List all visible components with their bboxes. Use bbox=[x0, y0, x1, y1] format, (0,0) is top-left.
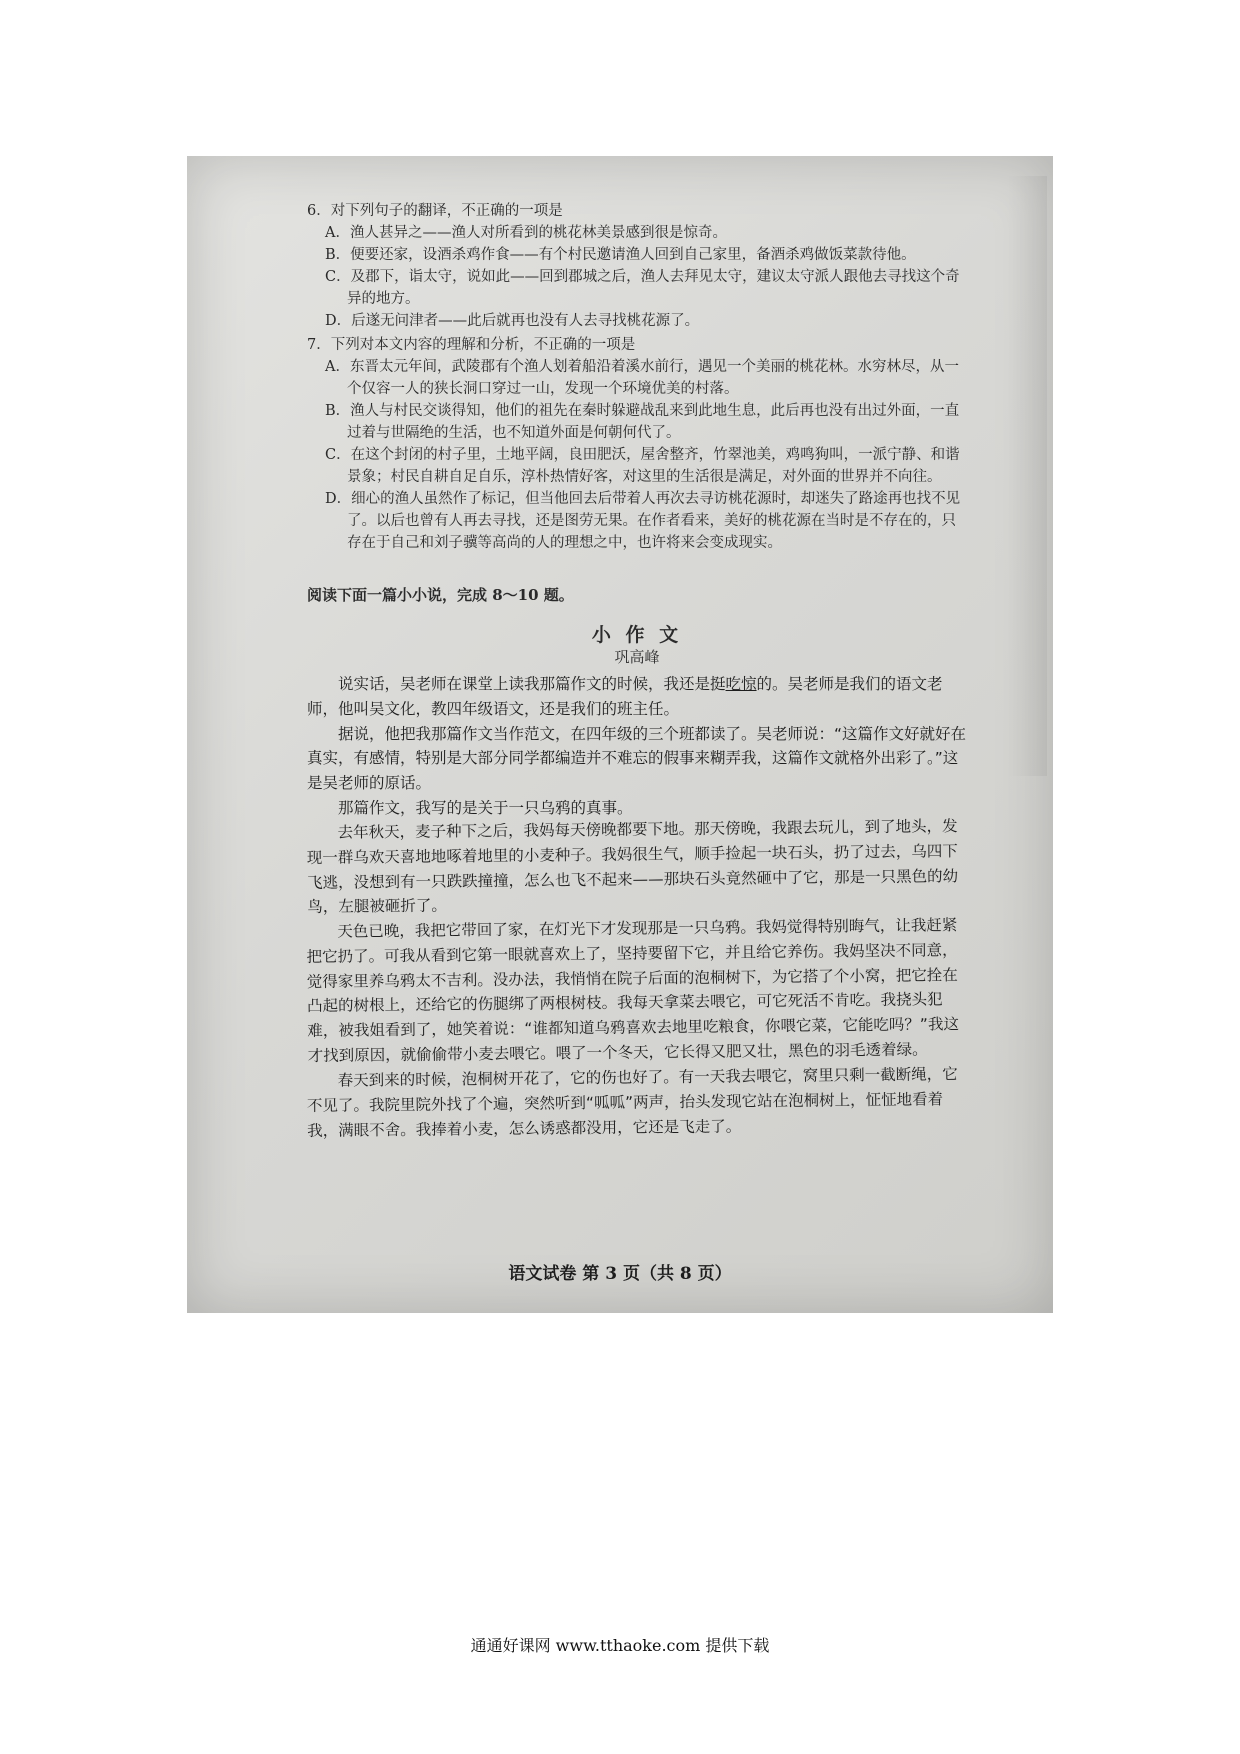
story-author: 巩高峰 bbox=[614, 648, 660, 666]
story-paragraph-1-start: 说实话，吴老师在课堂上读我那篇作文的时候，我还是挺 bbox=[338, 675, 726, 693]
reading-instruction: 阅读下面一篇小小说，完成 8～10 题。 bbox=[307, 586, 574, 604]
download-source-watermark: 通通好课网 www.tthaoke.com 提供下载 bbox=[470, 1636, 770, 1655]
question-6 bbox=[307, 200, 967, 332]
question-6-option-b: B．便要还家，设酒杀鸡作食——有个村民邀请渔人回到自己家里，备酒杀鸡做饭菜款待他。 bbox=[325, 247, 916, 263]
page-edge-shadow bbox=[1007, 176, 1047, 776]
question-7 bbox=[307, 334, 967, 554]
question-7-option-b: B．渔人与村民交谈得知，他们的祖先在秦时躲避战乱来到此地生息，此后再也没有出过外面，一直过着与世隔绝的生活，也不知道外面是何朝何代了。 bbox=[325, 403, 960, 441]
question-7-option-c: C．在这个封闭的村子里，土地平阔，良田肥沃，屋舍整齐，竹翠池美，鸡鸣狗叫，一派宁静、和谐景象；村民自耕自足自乐，淳朴热情好客，对这里的生活很是满足，对外面的世界并不向往。 bbox=[325, 447, 960, 485]
question-7-stem: 7．下列对本文内容的理解和分析，不正确的一项是 bbox=[307, 337, 636, 353]
underlined-word: 吃惊 bbox=[725, 675, 757, 693]
question-6-stem: 6．对下列句子的翻译，不正确的一项是 bbox=[307, 203, 563, 219]
question-6-option-c: C．及郡下，诣太守，说如此——回到郡城之后，渔人去拜见太守，建议太守派人跟他去寻找这个奇异的地方。 bbox=[325, 269, 960, 307]
story-paragraph: 天色已晚，我把它带回了家，在灯光下才发现那是一只乌鸦。我妈觉得特别晦气，让我赶紧把它扔了。可我从看到它第一眼就喜欢上了，坚持要留下它，并且给它养伤。我妈坚决不同意，觉得家里养乌鸦太不吉利。没办法，我悄悄在院子后面的泡桐树下，为它搭了个小窝，把它拴在凸起的树根上，还给它的伤腿绑了两根树枝。我每天拿菜去喂它，可它死活不肯吃。我挠头犯难，被我姐看到了，她笑着说：“谁都知道乌鸦喜欢去地里吃粮食，你喂它菜，它能吃吗？”我这才找到原因，就偷偷带小麦去喂它。喂了一个冬天，它长得又肥又壮，黑色的羽毛透着绿。 bbox=[306, 916, 960, 1065]
question-6-option-a: A．渔人甚异之——渔人对所看到的桃花林美景感到很是惊奇。 bbox=[325, 225, 727, 241]
story-body bbox=[307, 672, 967, 1143]
question-6-option-d: D．后遂无问津者——此后就再也没有人去寻找桃花源了。 bbox=[325, 313, 700, 329]
exam-page-footer: 语文试卷 第 3 页（共 8 页） bbox=[508, 1264, 732, 1284]
story-title: 小 作 文 bbox=[591, 624, 683, 646]
story-paragraph: 那篇作文，我写的是关于一只乌鸦的真事。 bbox=[338, 798, 633, 817]
story-paragraph bbox=[307, 672, 967, 722]
scanned-exam-page-photo bbox=[187, 156, 1053, 1313]
story-paragraph: 春天到来的时候，泡桐树开花了，它的伤也好了。有一天我去喂它，窝里只剩一截断绳，它不见了。我院里院外找了个遍，突然听到“呱呱”两声，抬头发现它站在泡桐树上，怔怔地看着我，满眼不舍。我捧着小麦，怎么诱惑都没用，它还是飞走了。 bbox=[306, 1064, 958, 1140]
story-paragraph: 去年秋天，麦子种下之后，我妈每天傍晚都要下地。那天傍晚，我跟去玩儿，到了地头，发现一群乌欢天喜地地啄着地里的小麦种子。我妈很生气，顺手捡起一块石头，扔了过去，乌四下飞逃，没想到有一只跌跌撞撞，怎么也飞不起来——那块石头竟然砸中了它，那是一只黑色的幼鸟，左腿被砸折了。 bbox=[306, 816, 959, 917]
story-paragraph: 据说，他把我那篇作文当作范文，在四年级的三个班都读了。吴老师说：“这篇作文好就好在真实，有感情，特别是大部分同学都编造并不难忘的假事来糊弄我，这篇作文就格外出彩了。”这是吴老师的原话。 bbox=[307, 724, 967, 793]
question-7-option-d: D．细心的渔人虽然作了标记，但当他回去后带着人再次去寻访桃花源时，却迷失了路途再也找不见了。以后也曾有人再去寻找，还是图劳无果。在作者看来，美好的桃花源在当时是不存在的，只存在于自己和刘子骥等高尚的人的理想之中，也许将来会变成现实。 bbox=[325, 491, 961, 551]
question-7-option-a: A．东晋太元年间，武陵郡有个渔人划着船沿着溪水前行，遇见一个美丽的桃花林。水穷林尽，从一个仅容一人的狭长洞口穿过一山，发现一个环境优美的村落。 bbox=[325, 359, 959, 397]
story-paragraph-1-end: 的。吴老师是我们的语文老师，他叫吴文化，教四年级语文，还是我们的班主任。 bbox=[307, 675, 943, 718]
exam-content bbox=[307, 200, 967, 1143]
